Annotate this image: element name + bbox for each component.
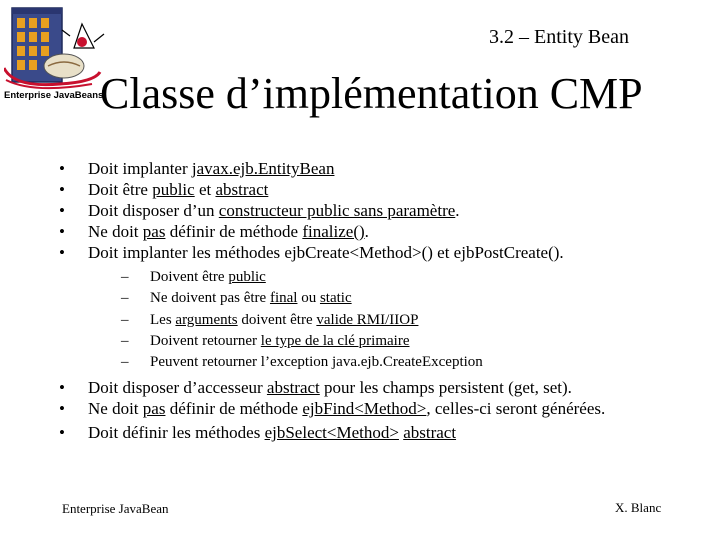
- bullet-item: [58, 422, 698, 443]
- sub-bullet-item: [88, 331, 698, 352]
- text-run: Les: [150, 311, 176, 328]
- bullet-item: [58, 377, 698, 398]
- text-run: Doit définir les méthodes: [88, 423, 265, 443]
- logo-text: Enterprise JavaBeans: [4, 90, 104, 101]
- bullet-marker: •: [59, 159, 65, 178]
- bullet-text: [88, 159, 334, 178]
- enterprise-javabeans-logo: [4, 2, 114, 108]
- sub-bullet-marker: –: [121, 269, 129, 285]
- bullet-text: [88, 423, 456, 442]
- sub-bullet-item: [88, 352, 698, 373]
- bullet-item: [58, 242, 698, 373]
- sub-bullet-marker: –: [121, 332, 129, 349]
- text-run: Doit être: [88, 180, 153, 199]
- text-run: et: [194, 180, 216, 199]
- text-run: Doivent retourner: [150, 332, 261, 349]
- underlined-term: javax.ejb.EntityBean: [191, 159, 335, 178]
- bullet-list: [58, 158, 698, 443]
- text-run: Doit implanter les méthodes ejbCreate<Method>() et ejbPostCreate().: [88, 243, 564, 262]
- text-run: définir de méthode: [165, 222, 303, 241]
- underlined-term: pas: [142, 222, 166, 241]
- underlined-term: ejbSelect<Method>: [264, 423, 399, 443]
- bullet-item: [58, 200, 698, 221]
- text-run: pour les champs persistent (get, set).: [319, 378, 572, 398]
- text-run: définir de méthode: [165, 399, 303, 419]
- text-run: .: [364, 222, 369, 241]
- bullet-text: [88, 201, 460, 220]
- underlined-term: ejbFind<Method>: [302, 399, 427, 419]
- underlined-term: le type de la clé primaire: [260, 332, 410, 349]
- sub-bullet-text: [150, 333, 409, 349]
- text-run: .: [455, 201, 460, 220]
- bullet-item: [58, 158, 698, 179]
- footer-course: Enterprise JavaBean: [62, 501, 169, 516]
- bullet-item: [58, 398, 698, 419]
- text-run: Peuvent retourner l’exception java.ejb.CreateException: [150, 354, 483, 371]
- sub-bullet-marker: –: [121, 354, 129, 371]
- underlined-term: constructeur public sans paramètre: [218, 201, 456, 220]
- text-run: Doit disposer d’accesseur: [88, 378, 267, 398]
- bullet-marker: •: [59, 243, 65, 262]
- sub-bullet-text: [150, 312, 418, 328]
- bullet-text: [88, 180, 268, 199]
- underlined-term: arguments: [175, 311, 238, 328]
- slide-title: Classe d’implémentation CMP: [100, 69, 643, 118]
- bullet-marker: •: [59, 399, 65, 419]
- text-run: ou: [297, 290, 320, 307]
- text-run: Doit implanter: [88, 159, 192, 178]
- text-run: , celles-ci seront générées.: [426, 399, 606, 419]
- sub-bullet-text: [150, 354, 483, 370]
- bullet-text: [88, 378, 572, 397]
- underlined-term: valide RMI/IIOP: [316, 311, 419, 328]
- underlined-term: static: [319, 290, 352, 307]
- sub-bullet-item: [88, 267, 698, 288]
- bullet-marker: •: [59, 378, 65, 398]
- text-run: Doit disposer d’un: [88, 201, 219, 220]
- bullet-marker: •: [59, 423, 65, 443]
- bullet-marker: •: [59, 222, 65, 241]
- bullet-item: [58, 179, 698, 200]
- footer-author: X. Blanc: [615, 500, 662, 515]
- underlined-term: abstract: [403, 423, 457, 443]
- text-run: Ne doivent pas être: [150, 290, 270, 307]
- bullet-marker: •: [59, 180, 65, 199]
- underlined-term: finalize(): [302, 222, 365, 241]
- sub-bullet-item: [88, 310, 698, 331]
- sub-bullet-item: [88, 288, 698, 309]
- bullet-text: [88, 399, 605, 418]
- text-run: Doivent être: [150, 269, 229, 285]
- underlined-term: abstract: [266, 378, 320, 398]
- sub-bullet-marker: –: [121, 311, 129, 328]
- text-run: Ne doit: [88, 399, 143, 419]
- bullet-text: [88, 243, 564, 262]
- underlined-term: public: [152, 180, 195, 199]
- underlined-term: pas: [142, 399, 166, 419]
- sub-bullet-text: [150, 269, 266, 285]
- underlined-term: abstract: [215, 180, 269, 199]
- section-title: 3.2 – Entity Bean: [489, 26, 629, 48]
- sub-bullet-marker: –: [121, 290, 129, 307]
- sub-bullet-list: [88, 267, 698, 373]
- text-run: Ne doit: [88, 222, 143, 241]
- bullet-text: [88, 222, 369, 241]
- bullet-item: [58, 221, 698, 242]
- underlined-term: public: [228, 269, 266, 285]
- text-run: doivent être: [237, 311, 317, 328]
- bullet-marker: •: [59, 201, 65, 220]
- underlined-term: final: [269, 290, 298, 307]
- sub-bullet-text: [150, 290, 352, 306]
